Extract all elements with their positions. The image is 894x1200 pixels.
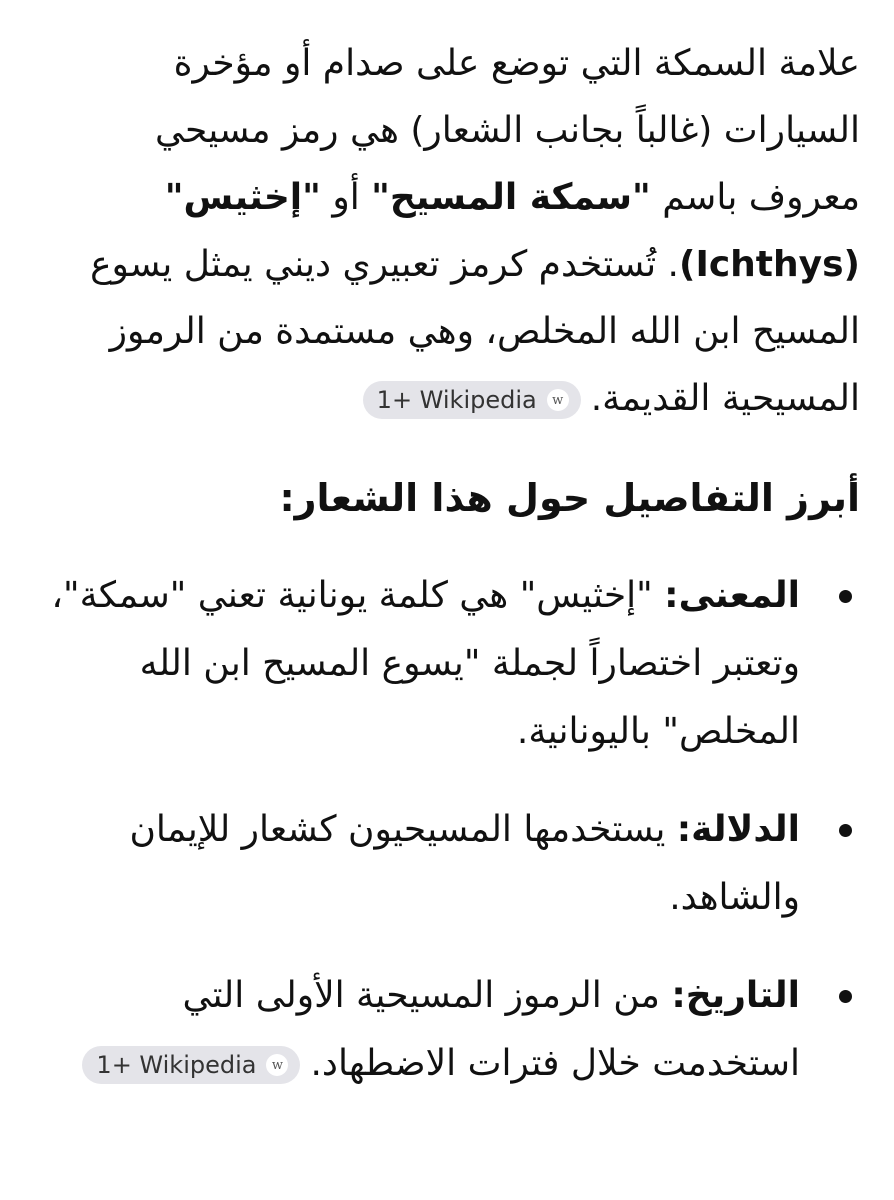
list-item-label: الدلالة: (676, 809, 800, 850)
wikipedia-icon: w (547, 389, 569, 411)
wikipedia-icon: w (266, 1054, 288, 1076)
bullet-icon (839, 590, 852, 603)
section-heading: أبرز التفاصيل حول هذا الشعار: (279, 476, 860, 520)
list-item-text: يستخدمها المسيحيون كشعار للإيمان والشاهد. (129, 809, 800, 918)
list-item-significance (34, 796, 860, 932)
list-item-meaning (34, 562, 860, 766)
list-item-label: التاريخ: (671, 975, 800, 1016)
intro-name-arabic: "سمكة المسيح" (371, 177, 651, 218)
source-chip-label: 1+ Wikipedia (96, 1051, 257, 1079)
source-chip-wikipedia[interactable] (363, 381, 581, 419)
list-item-text: "إخثيس" هي كلمة يونانية تعني "سمكة"، وتعتبر اختصاراً لجملة "يسوع المسيح ابن الله المخلص" باليونانية. (51, 575, 800, 752)
source-chip-wikipedia[interactable] (82, 1046, 300, 1084)
list-item-label: المعنى: (664, 575, 800, 616)
list-item-text: من الرموز المسيحية الأولى التي استخدمت خلال فترات الاضطهاد. (182, 975, 800, 1084)
list-item-history (34, 962, 860, 1098)
intro-text-2: . تُستخدم كرمز تعبيري ديني يمثل يسوع المسيح ابن الله المخلص، وهي مستمدة من الرموز المسيحية القديمة. (90, 244, 860, 419)
intro-paragraph (34, 30, 860, 432)
bullet-icon (839, 990, 852, 1003)
details-list (34, 562, 860, 1098)
intro-text-1: علامة السمكة التي توضع على صدام أو مؤخرة السيارات (غالباً بجانب الشعار) هي رمز مسيحي معروف باسم (155, 43, 860, 218)
intro-or: أو (320, 177, 372, 218)
intro-name-latin: (Ichthys) (678, 244, 860, 285)
source-chip-label: 1+ Wikipedia (376, 386, 537, 414)
intro-name-arabic-2: "إخثيس" (164, 177, 321, 218)
bullet-icon (839, 824, 852, 837)
